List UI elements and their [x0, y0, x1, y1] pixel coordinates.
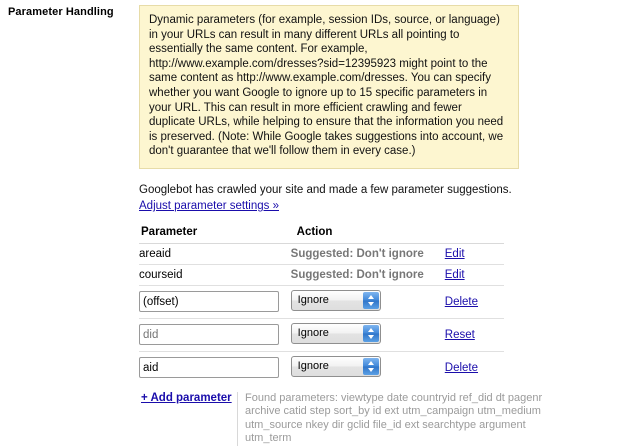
action-select[interactable] [291, 290, 381, 311]
parameter-input[interactable] [139, 291, 279, 312]
header-action: Action [296, 225, 333, 238]
suggested-value: Don't ignore [356, 247, 424, 260]
delete-link[interactable]: Delete [444, 361, 479, 374]
header-links [445, 226, 504, 244]
main-content [139, 5, 619, 446]
chevron-updown-icon [363, 292, 379, 309]
action-select-value: Ignore [297, 326, 329, 339]
action-select[interactable] [291, 323, 381, 344]
adjust-parameter-settings-link[interactable]: Adjust parameter settings » [139, 199, 279, 212]
chevron-updown-icon [363, 325, 379, 342]
table-header-row [139, 226, 504, 244]
delete-link[interactable]: Delete [444, 295, 479, 308]
add-parameter-link[interactable]: + Add parameter [141, 391, 232, 404]
action-cell [291, 243, 445, 264]
suggested-value: Don't ignore [356, 268, 424, 281]
info-notice: Dynamic parameters (for example, session IDs, source, or language) in your URLs can result in many different URLs all pointing to essentially the same content. For example, http://www.example.com/dresses?sid=12395923 might point to the same content as http://www.example.com/dresses. You can specify whether you want Google to ignore up to 15 specific parameters in your URL. This can result in more efficient crawling and fewer duplicate URLs, while helping to ensure that the information you need is preserved. (Note: While Google takes suggestions into account, we don't guarantee that we'll follow them in every case.) [139, 5, 519, 169]
parameter-input[interactable] [139, 357, 279, 378]
suggested-label: Suggested: [290, 268, 354, 281]
action-select-cell [291, 318, 445, 351]
action-select-cell [291, 285, 445, 318]
suggested-label: Suggested: [290, 247, 354, 260]
action-select-value: Ignore [297, 293, 329, 306]
action-cell [291, 264, 445, 285]
row-link-cell [445, 285, 504, 318]
row-link-cell [445, 243, 504, 264]
row-link-cell [445, 264, 504, 285]
table-row [139, 351, 504, 384]
footer-row [139, 392, 619, 446]
table-row [139, 264, 504, 285]
edit-link[interactable]: Edit [444, 268, 465, 281]
chevron-updown-icon [363, 358, 379, 375]
parameter-name: courseid [139, 264, 291, 285]
table-row [139, 243, 504, 264]
parameter-input[interactable] [139, 324, 279, 345]
page-title: Parameter Handling [8, 6, 114, 18]
table-row [139, 285, 504, 318]
row-link-cell [445, 351, 504, 384]
table-row [139, 318, 504, 351]
edit-link[interactable]: Edit [444, 247, 465, 260]
parameter-input-cell [139, 318, 291, 351]
action-select-value: Ignore [297, 359, 329, 372]
parameter-input-cell [139, 351, 291, 384]
reset-link[interactable]: Reset [444, 328, 475, 341]
action-select[interactable] [291, 356, 381, 377]
action-select-cell [291, 351, 445, 384]
parameters-table [139, 226, 504, 384]
header-parameter: Parameter [141, 225, 198, 238]
crawl-message: Googlebot has crawled your site and made a few parameter suggestions. [139, 183, 512, 196]
parameter-name: areaid [139, 243, 291, 264]
found-parameters-text: Found parameters: viewtype date countryid ref_did dt pagenr archive catid step sort_by id ext utm_campaign utm_medium utm_source nkey dir gclid file_id ext searchtype argument utm_term [237, 392, 545, 446]
parameter-input-cell [139, 285, 291, 318]
row-link-cell [445, 318, 504, 351]
